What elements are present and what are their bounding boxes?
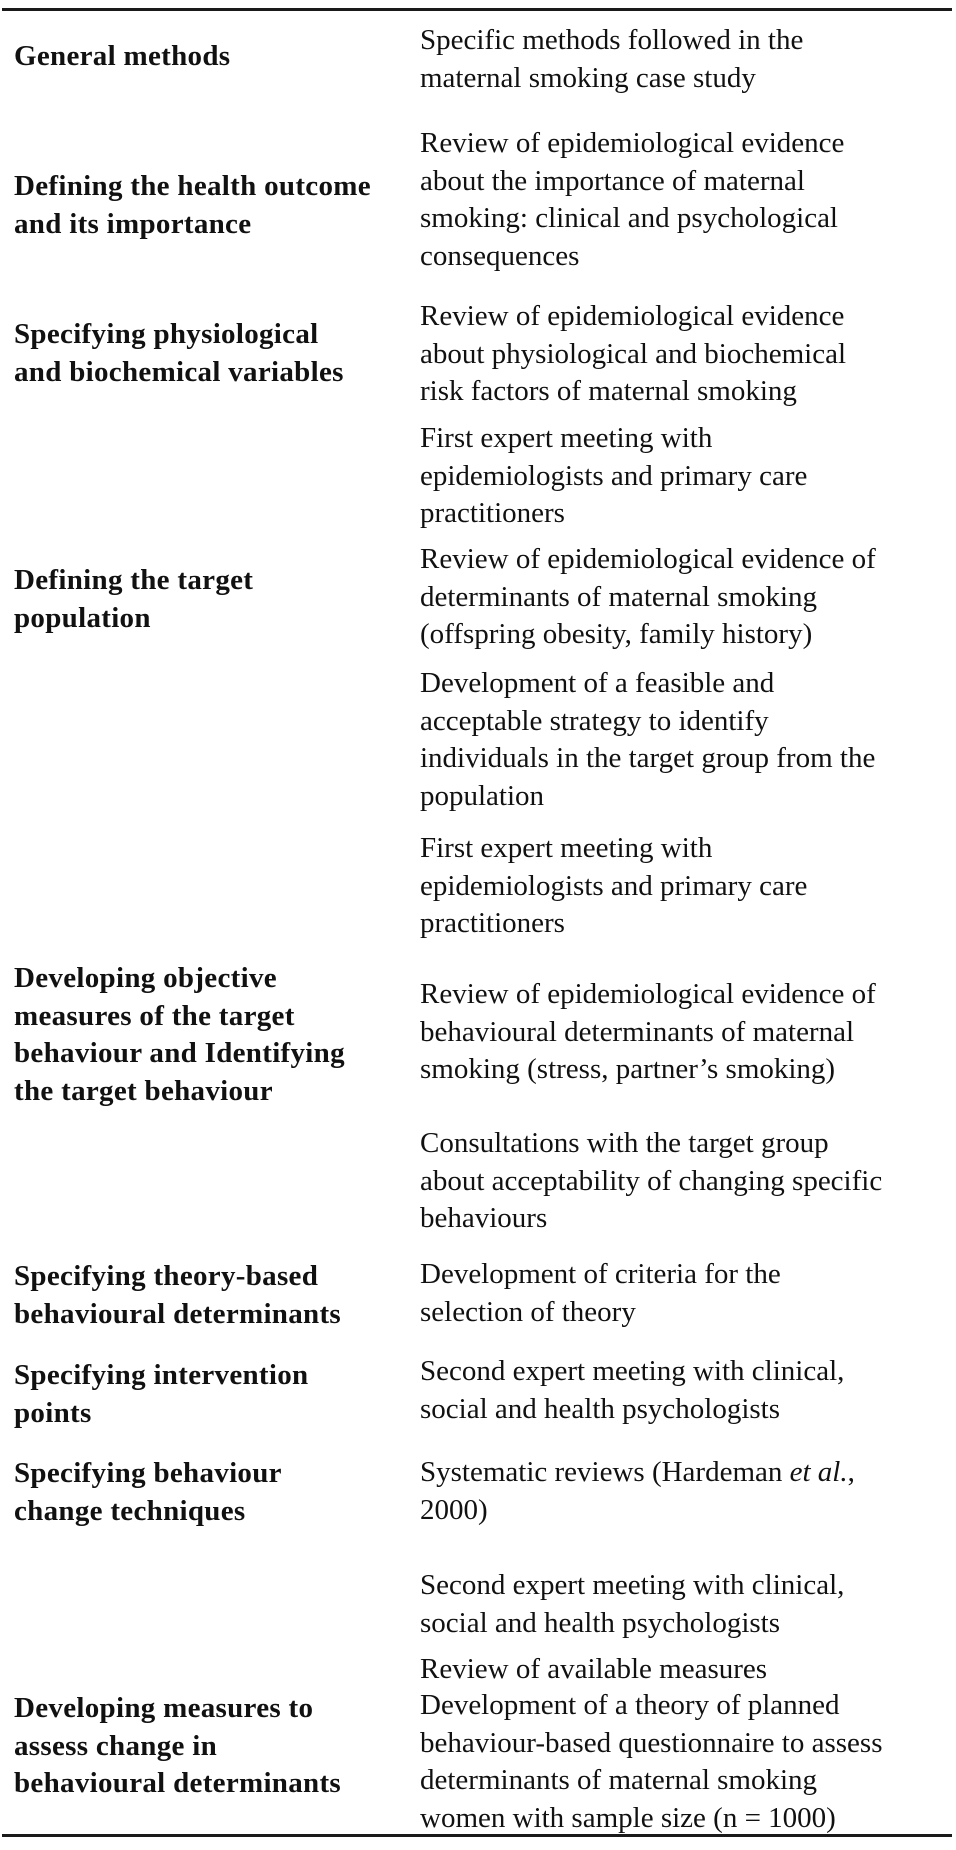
citation-etal: et al. bbox=[789, 1456, 848, 1488]
specific-line: Review of epidemiological evidence bbox=[420, 127, 845, 159]
specific-line: Development of criteria for the bbox=[420, 1258, 781, 1290]
method-line: measures of the target bbox=[14, 999, 295, 1032]
method-line: Specifying intervention bbox=[14, 1359, 309, 1391]
specific-line: behaviour-based questionnaire to assess bbox=[420, 1726, 883, 1759]
method-line: General methods bbox=[14, 40, 231, 72]
specific-cell bbox=[420, 125, 844, 275]
method-line: and its importance bbox=[14, 207, 252, 240]
specific-line: practitioners bbox=[420, 907, 565, 939]
table-bottom-rule bbox=[2, 1834, 952, 1837]
specific-cell bbox=[420, 420, 807, 533]
specific-line: Review of available measures bbox=[420, 1653, 768, 1685]
specific-line: Development of a feasible and bbox=[420, 667, 775, 699]
specific-line: epidemiologists and primary care bbox=[420, 459, 808, 492]
specific-cell bbox=[420, 298, 846, 411]
specific-line: women with sample size (n = 1000) bbox=[420, 1801, 836, 1834]
table-top-rule bbox=[2, 8, 952, 11]
method-line: behaviour and Identifying bbox=[14, 1037, 345, 1069]
specific-line: practitioners bbox=[420, 497, 565, 529]
specific-cell bbox=[420, 1256, 781, 1331]
method-cell bbox=[14, 562, 253, 637]
specific-line: Review of epidemiological evidence bbox=[420, 300, 845, 332]
method-line: and biochemical variables bbox=[14, 355, 344, 388]
specific-line: population bbox=[420, 779, 545, 812]
specific-cell bbox=[420, 976, 876, 1089]
method-line: Specifying behaviour bbox=[14, 1457, 282, 1489]
method-line: Defining the target bbox=[14, 564, 254, 596]
specific-line: acceptable strategy to identify bbox=[420, 704, 769, 737]
specific-cell bbox=[420, 665, 875, 815]
method-cell bbox=[14, 1357, 308, 1432]
specific-line: First expert meeting with bbox=[420, 832, 713, 864]
specific-line: consequences bbox=[420, 239, 580, 272]
specific-line: about physiological and biochemical bbox=[420, 337, 847, 370]
specific-line: maternal smoking case study bbox=[420, 61, 756, 94]
method-cell bbox=[14, 1690, 341, 1803]
method-cell bbox=[14, 316, 344, 391]
specific-cell bbox=[420, 1454, 855, 1529]
specific-line: social and health psychologists bbox=[420, 1606, 781, 1639]
specific-line: about the importance of maternal bbox=[420, 164, 805, 197]
method-line: behavioural determinants bbox=[14, 1297, 342, 1330]
specific-line: smoking: clinical and psychological bbox=[420, 202, 838, 234]
specific-cell bbox=[420, 830, 807, 943]
specific-line: determinants of maternal smoking bbox=[420, 1764, 818, 1796]
specific-cell bbox=[420, 1567, 844, 1642]
specific-line: (offspring obesity, family history) bbox=[420, 618, 813, 650]
specific-line: First expert meeting with bbox=[420, 422, 713, 454]
specific-line: behavioural determinants of maternal bbox=[420, 1015, 855, 1048]
method-line: Developing measures to bbox=[14, 1692, 314, 1724]
specific-line: about acceptability of changing specific bbox=[420, 1164, 883, 1197]
method-line: change techniques bbox=[14, 1494, 246, 1527]
method-cell bbox=[14, 1258, 341, 1333]
specific-cell bbox=[420, 541, 876, 654]
method-cell bbox=[14, 960, 345, 1110]
specific-line: Second expert meeting with clinical, bbox=[420, 1569, 845, 1601]
method-line: population bbox=[14, 601, 151, 634]
method-cell bbox=[14, 38, 230, 76]
citation-comma: , bbox=[847, 1456, 855, 1488]
specific-line: Development of a theory of planned bbox=[420, 1689, 840, 1721]
citation-text: Systematic reviews (Hardeman bbox=[420, 1456, 783, 1488]
method-line: Defining the health outcome bbox=[14, 170, 371, 202]
specific-line: selection of theory bbox=[420, 1295, 636, 1328]
specific-line: Review of epidemiological evidence of bbox=[420, 978, 876, 1010]
specific-line: risk factors of maternal smoking bbox=[420, 375, 797, 407]
specific-line: Second expert meeting with clinical, bbox=[420, 1355, 845, 1387]
method-line: points bbox=[14, 1396, 92, 1429]
specific-cell bbox=[420, 1125, 882, 1238]
specific-line: determinants of maternal smoking bbox=[420, 580, 818, 613]
specific-line: individuals in the target group from the bbox=[420, 742, 876, 774]
specific-line: social and health psychologists bbox=[420, 1392, 781, 1425]
specific-line: epidemiologists and primary care bbox=[420, 869, 808, 902]
specific-line: 2000) bbox=[420, 1493, 488, 1526]
specific-line: Consultations with the target group bbox=[420, 1127, 829, 1159]
method-line: Specifying theory-based bbox=[14, 1260, 319, 1292]
method-line: assess change in bbox=[14, 1729, 217, 1762]
method-line: Developing objective bbox=[14, 962, 277, 994]
method-cell bbox=[14, 1455, 282, 1530]
specific-cell bbox=[420, 22, 803, 97]
method-cell bbox=[14, 168, 371, 243]
specific-cell bbox=[420, 1687, 883, 1837]
specific-line: behaviours bbox=[420, 1202, 548, 1234]
method-line: behavioural determinants bbox=[14, 1767, 342, 1799]
specific-line: Review of epidemiological evidence of bbox=[420, 543, 876, 575]
specific-line: Specific methods followed in the bbox=[420, 24, 804, 56]
specific-line: smoking (stress, partner’s smoking) bbox=[420, 1053, 836, 1085]
specific-cell bbox=[420, 1651, 767, 1689]
method-line: the target behaviour bbox=[14, 1074, 273, 1107]
method-line: Specifying physiological bbox=[14, 318, 319, 350]
specific-cell bbox=[420, 1353, 844, 1428]
specific-line bbox=[420, 1454, 855, 1492]
